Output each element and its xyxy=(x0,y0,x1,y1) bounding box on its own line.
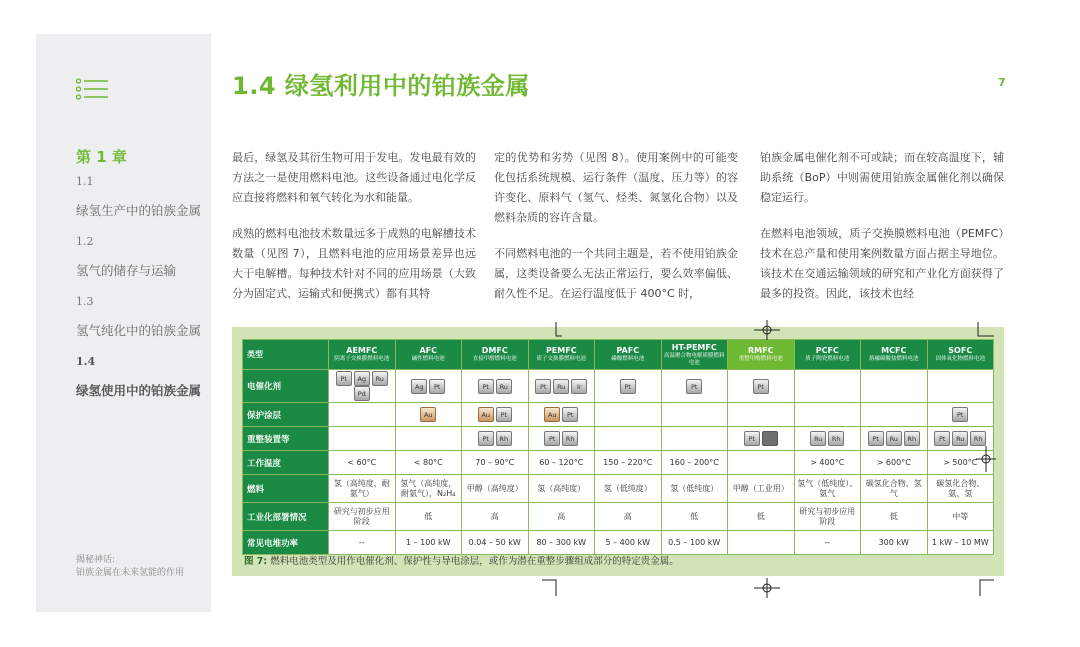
table-cell xyxy=(794,427,861,451)
table-of-contents xyxy=(76,146,201,415)
table-cell xyxy=(661,427,728,451)
crop-mark-icon xyxy=(542,576,562,596)
header-rmfc xyxy=(728,340,795,370)
col-name: AFC xyxy=(419,346,438,355)
footer-line-1: 揭秘神话: xyxy=(76,555,116,565)
element-pt-icon: Pt xyxy=(952,407,968,422)
text-column-1 xyxy=(232,148,476,320)
element-pt-icon: Pt xyxy=(868,431,884,446)
element-ru-icon: Ru xyxy=(553,379,569,394)
col-name: PCFC xyxy=(815,346,839,355)
table-cell: 氢（低纯度） xyxy=(595,475,662,503)
toc-item-1-3[interactable]: 氢气纯化中的铂族金属 xyxy=(76,323,202,338)
table-cell: 碳氢化合物、氢气 xyxy=(861,475,928,503)
table-cell: 0.04 – 50 kW xyxy=(462,531,529,555)
element-pt-icon: Pt xyxy=(686,379,702,394)
crop-mark-icon xyxy=(972,322,994,340)
caption-label: 图 7: xyxy=(244,556,268,567)
table-cell xyxy=(728,531,795,555)
header-ht-pemfc xyxy=(661,340,728,370)
page-title: 1.4 绿氢利用中的铂族金属 xyxy=(232,72,530,100)
element-dark-icon xyxy=(762,431,778,446)
registration-mark-icon xyxy=(754,578,780,598)
table-cell: 低 xyxy=(861,503,928,531)
table-cell xyxy=(528,370,595,403)
table-cell: 60 – 120°C xyxy=(528,451,595,475)
table-cell: 低 xyxy=(395,503,462,531)
table-cell: -- xyxy=(329,531,396,555)
element-au-icon: Au xyxy=(544,407,560,422)
table-cell: < 80°C xyxy=(395,451,462,475)
chapter-title[interactable]: 第 1 章 xyxy=(76,148,127,166)
table-cell: > 500°C xyxy=(927,451,994,475)
table-cell: 氢（高纯度） xyxy=(528,475,595,503)
header-aemfc xyxy=(329,340,396,370)
element-pt-icon: Pt xyxy=(562,407,578,422)
table-row xyxy=(243,370,994,403)
table-cell xyxy=(728,370,795,403)
crop-mark-icon xyxy=(542,322,562,340)
col-name: DMFC xyxy=(481,346,508,355)
element-ag-icon: Ag xyxy=(411,379,427,394)
table-cell xyxy=(329,427,396,451)
row-label-electrocatalyst: 电催化剂 xyxy=(243,370,329,403)
menu-icon[interactable] xyxy=(76,78,108,100)
table-cell: 0.5 – 100 kW xyxy=(661,531,728,555)
element-pt-icon: Pt xyxy=(478,379,494,394)
table-cell: 高 xyxy=(595,503,662,531)
table-cell: 氢（高纯度，耐氨气） xyxy=(329,475,396,503)
toc-num-1-2[interactable]: 1.2 xyxy=(76,235,94,248)
caption-text: 燃料电池类型及用作电催化剂、保护性与导电涂层，或作为潜在重整步骤组成部分的特定贵金属。 xyxy=(267,556,679,567)
table-cell xyxy=(927,370,994,403)
paragraph: 成熟的燃料电池技术数量远多于成熟的电解槽技术数量（见图 7），且燃料电池的应用场景差异也远大于电解槽。每种技术针对不同的应用场景（大致分为固定式、运输式和便携式）都有其特 xyxy=(232,227,476,300)
toc-item-1-1[interactable]: 绿氢生产中的铂族金属 xyxy=(76,203,202,218)
table-cell xyxy=(728,403,795,427)
table-cell xyxy=(462,370,529,403)
footer-line-2: 铂族金属在未来氢能的作用 xyxy=(76,568,185,578)
table-cell xyxy=(595,427,662,451)
table-cell: 中等 xyxy=(927,503,994,531)
table-cell: 300 kW xyxy=(861,531,928,555)
table-cell: 氢（低纯度） xyxy=(661,475,728,503)
toc-item-1-4[interactable]: 绿氢使用中的铂族金属 xyxy=(76,383,202,398)
element-pt-icon: Pt xyxy=(620,379,636,394)
table-cell: 甲醇（工业用） xyxy=(728,475,795,503)
row-label-temperature: 工作温度 xyxy=(243,451,329,475)
table-cell: 碳氢化合物、氨、氢 xyxy=(927,475,994,503)
table-cell xyxy=(794,403,861,427)
sidebar xyxy=(36,34,211,612)
table-row xyxy=(243,451,994,475)
col-sub: 质子陶瓷燃料电池 xyxy=(805,356,850,362)
table-cell xyxy=(462,403,529,427)
row-label-power: 常见电堆功率 xyxy=(243,531,329,555)
toc-item-1-2[interactable]: 氢气的储存与运输 xyxy=(76,263,177,278)
text-column-2 xyxy=(494,148,738,320)
table-cell: 1 – 100 kW xyxy=(395,531,462,555)
table-cell: 高 xyxy=(462,503,529,531)
element-pt-icon: Pt xyxy=(336,371,352,386)
crop-mark-icon xyxy=(974,576,994,596)
paragraph: 定的优势和劣势（见图 8）。使用案例中的可能变化包括系统规模、运行条件（温度、压力等）的容许变化、原料气（氢气、烃类、氮氢化合物）以及燃料杂质的容许含量。 xyxy=(494,151,738,224)
table-cell xyxy=(927,403,994,427)
paragraph: 最后，绿氢及其衍生物可用于发电。发电最有效的方法之一是使用燃料电池。这些设备通过电化学反应直接将燃料和氧气转化为水和能量。 xyxy=(232,151,476,204)
header-sofc xyxy=(927,340,994,370)
element-pt-icon: Pt xyxy=(429,379,445,394)
col-sub: 固体氧化物燃料电池 xyxy=(935,356,985,362)
col-sub: 阴离子交换膜燃料电池 xyxy=(334,356,390,362)
figure-7 xyxy=(232,327,1004,576)
col-sub: 磷酸燃料电池 xyxy=(611,356,645,362)
table-cell: -- xyxy=(794,531,861,555)
table-cell: > 600°C xyxy=(861,451,928,475)
element-pt-icon: Pt xyxy=(934,431,950,446)
fuel-cell-table xyxy=(242,339,994,555)
col-sub: 碱性燃料电池 xyxy=(411,356,445,362)
paragraph: 铂族金属电催化剂不可或缺；而在较高温度下，辅助系统（BoP）中则需使用铂族金属催化剂以确保稳定运行。 xyxy=(760,151,1004,204)
element-pt-icon: Pt xyxy=(496,407,512,422)
element-rh-icon: Rh xyxy=(904,431,920,446)
table-cell: 研究与初步应用阶段 xyxy=(794,503,861,531)
table-cell: 80 – 300 kW xyxy=(528,531,595,555)
element-pt-icon: Pt xyxy=(744,431,760,446)
table-cell: 5 – 400 kW xyxy=(595,531,662,555)
table-cell: 低 xyxy=(728,503,795,531)
table-cell: 氢气（低纯度）、氨气 xyxy=(794,475,861,503)
element-ag-icon: Ag xyxy=(354,371,370,386)
table-cell: 70 – 90°C xyxy=(462,451,529,475)
table-cell xyxy=(861,403,928,427)
table-cell xyxy=(329,403,396,427)
page-number: 7 xyxy=(998,76,1006,89)
element-pt-icon: Pt xyxy=(753,379,769,394)
table-cell xyxy=(794,370,861,403)
row-label-coating: 保护涂层 xyxy=(243,403,329,427)
table-cell xyxy=(329,370,396,403)
col-name: HT-PEMFC xyxy=(671,342,717,352)
table-header-row xyxy=(243,340,994,370)
element-pt-icon: Pt xyxy=(478,431,494,446)
toc-num-1-1[interactable]: 1.1 xyxy=(76,175,94,188)
table-row xyxy=(243,475,994,503)
col-name: PAFC xyxy=(616,346,640,355)
element-pt-icon: Pt xyxy=(544,431,560,446)
table-row xyxy=(243,427,994,451)
table-cell: 氢气（高纯度，耐氨气），N₂H₄ xyxy=(395,475,462,503)
header-pcfc xyxy=(794,340,861,370)
figure-caption xyxy=(244,553,679,567)
header-pemfc xyxy=(528,340,595,370)
toc-num-1-3[interactable]: 1.3 xyxy=(76,295,94,308)
element-rh-icon: Rh xyxy=(970,431,986,446)
row-label-industrial: 工业化部署情况 xyxy=(243,503,329,531)
col-name: PEMFC xyxy=(545,346,577,355)
table-cell xyxy=(528,403,595,427)
col-sub: 直接甲醇燃料电池 xyxy=(472,356,517,362)
table-cell: 1 kW – 10 MW xyxy=(927,531,994,555)
element-rh-icon: Rh xyxy=(562,431,578,446)
table-cell: 160 – 200°C xyxy=(661,451,728,475)
element-ru-icon: Ru xyxy=(886,431,902,446)
table-cell xyxy=(861,370,928,403)
header-mcfc xyxy=(861,340,928,370)
text-column-3 xyxy=(760,148,1004,320)
table-cell xyxy=(395,370,462,403)
element-au-icon: Au xyxy=(478,407,494,422)
table-cell xyxy=(462,427,529,451)
table-cell xyxy=(661,403,728,427)
element-ru-icon: Ru xyxy=(496,379,512,394)
table-cell: < 60°C xyxy=(329,451,396,475)
toc-num-1-4[interactable]: 1.4 xyxy=(76,355,96,368)
sidebar-footer xyxy=(76,554,184,580)
table-cell: 甲醇（高纯度） xyxy=(462,475,529,503)
table-cell xyxy=(595,403,662,427)
element-ir-icon: Ir xyxy=(571,379,587,394)
registration-mark-icon xyxy=(976,446,996,472)
table-cell xyxy=(861,427,928,451)
table-cell xyxy=(528,427,595,451)
table-cell xyxy=(395,427,462,451)
table-cell: 高 xyxy=(528,503,595,531)
header-dmfc xyxy=(462,340,529,370)
header-pafc xyxy=(595,340,662,370)
element-rh-icon: Rh xyxy=(828,431,844,446)
row-label-fuel: 燃料 xyxy=(243,475,329,503)
col-name: AEMFC xyxy=(346,346,378,355)
row-label-reforming: 重整装置等 xyxy=(243,427,329,451)
element-ru-icon: Ru xyxy=(810,431,826,446)
table-cell xyxy=(661,370,728,403)
header-type: 类型 xyxy=(243,340,329,370)
table-cell xyxy=(728,427,795,451)
paragraph: 不同燃料电池的一个共同主题是，若不使用铂族金属，这类设备要么无法正常运行，要么效率偏低、耐久性不足。在运行温度低于 400°C 时， xyxy=(494,247,738,300)
table-cell xyxy=(728,451,795,475)
table-cell: 低 xyxy=(661,503,728,531)
paragraph: 在燃料电池领域，质子交换膜燃料电池（PEMFC）技术在总产量和使用案例数量方面占据主导地位。该技术在交通运输领域的研究和产业化方面获得了最多的投资。因此，该技术也经 xyxy=(760,227,1004,300)
table-cell xyxy=(395,403,462,427)
table-cell: 研究与初步应用阶段 xyxy=(329,503,396,531)
table-row xyxy=(243,503,994,531)
table-cell: > 400°C xyxy=(794,451,861,475)
element-pd-icon: Pd xyxy=(354,386,370,401)
element-au-icon: Au xyxy=(420,407,436,422)
col-sub: 熔融碳酸盐燃料电池 xyxy=(868,356,919,362)
element-ru-icon: Ru xyxy=(952,431,968,446)
col-name: MCFC xyxy=(881,346,907,355)
col-name: SOFC xyxy=(948,346,973,355)
col-sub: 高温聚合物电解质膜燃料电池 xyxy=(663,352,725,366)
col-name: RMFC xyxy=(748,346,774,355)
table-row xyxy=(243,403,994,427)
element-pt-icon: Pt xyxy=(535,379,551,394)
element-ru-icon: Ru xyxy=(372,371,388,386)
table-row xyxy=(243,531,994,555)
element-rh-icon: Rh xyxy=(496,431,512,446)
header-afc xyxy=(395,340,462,370)
table-cell xyxy=(595,370,662,403)
table-cell: 150 – 220°C xyxy=(595,451,662,475)
col-sub: 质子交换膜燃料电池 xyxy=(536,356,586,362)
registration-mark-icon xyxy=(754,320,780,340)
col-sub: 重整甲醇燃料电池 xyxy=(738,356,783,362)
